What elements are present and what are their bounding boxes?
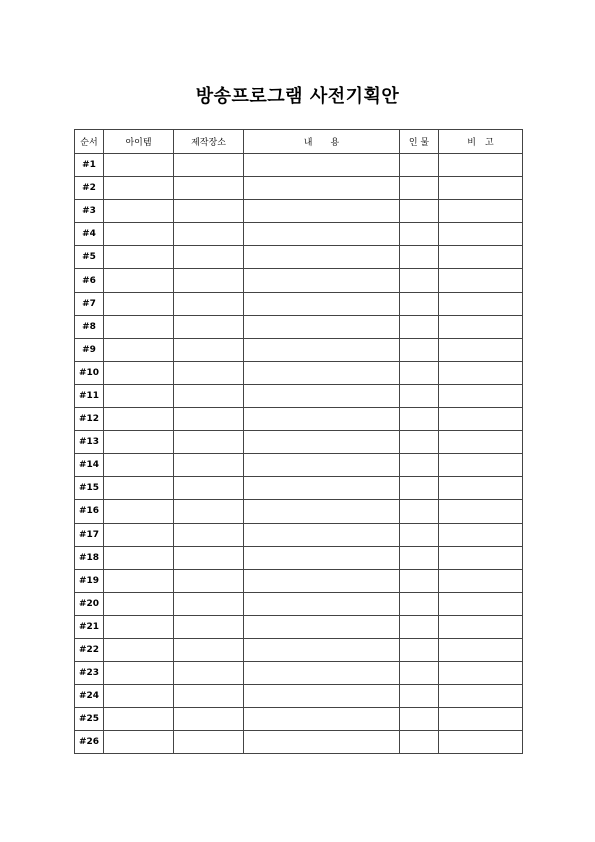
person-cell[interactable] (400, 177, 439, 200)
person-cell[interactable] (400, 269, 439, 292)
table-row (75, 384, 523, 407)
content-cell[interactable] (244, 292, 400, 315)
item-cell[interactable] (104, 523, 174, 546)
order-cell: #3 (75, 200, 104, 223)
location-cell[interactable] (174, 592, 244, 615)
item-cell[interactable] (104, 662, 174, 685)
page-title: 방송프로그램 사전기획안 (195, 86, 400, 107)
location-cell[interactable] (174, 685, 244, 708)
note-cell[interactable] (439, 384, 523, 407)
person-cell[interactable] (400, 708, 439, 731)
order-cell: #19 (75, 569, 104, 592)
order-cell: #4 (75, 223, 104, 246)
order-cell: #13 (75, 431, 104, 454)
person-cell[interactable] (400, 408, 439, 431)
note-cell[interactable] (439, 708, 523, 731)
person-cell[interactable] (400, 200, 439, 223)
person-cell[interactable] (400, 384, 439, 407)
item-cell[interactable] (104, 338, 174, 361)
order-cell: #24 (75, 685, 104, 708)
content-cell[interactable] (244, 269, 400, 292)
order-cell: #17 (75, 523, 104, 546)
content-cell[interactable] (244, 731, 400, 754)
content-cell[interactable] (244, 431, 400, 454)
person-cell[interactable] (400, 338, 439, 361)
table-row (75, 592, 523, 615)
location-cell[interactable] (174, 292, 244, 315)
table-row (75, 408, 523, 431)
note-cell[interactable] (439, 615, 523, 638)
content-cell[interactable] (244, 477, 400, 500)
note-cell[interactable] (439, 315, 523, 338)
note-cell[interactable] (439, 685, 523, 708)
note-cell[interactable] (439, 592, 523, 615)
note-cell[interactable] (439, 154, 523, 177)
content-cell[interactable] (244, 638, 400, 661)
item-cell[interactable] (104, 569, 174, 592)
order-cell: #18 (75, 546, 104, 569)
note-cell[interactable] (439, 269, 523, 292)
item-cell[interactable] (104, 477, 174, 500)
content-cell[interactable] (244, 315, 400, 338)
content-cell[interactable] (244, 454, 400, 477)
content-cell[interactable] (244, 246, 400, 269)
note-cell[interactable] (439, 408, 523, 431)
item-cell[interactable] (104, 500, 174, 523)
table-row (75, 269, 523, 292)
note-cell[interactable] (439, 454, 523, 477)
location-cell[interactable] (174, 431, 244, 454)
note-cell[interactable] (439, 223, 523, 246)
table-row (75, 662, 523, 685)
person-cell[interactable] (400, 569, 439, 592)
order-cell: #12 (75, 408, 104, 431)
item-cell[interactable] (104, 200, 174, 223)
item-cell[interactable] (104, 685, 174, 708)
content-cell[interactable] (244, 384, 400, 407)
person-cell[interactable] (400, 638, 439, 661)
person-cell[interactable] (400, 154, 439, 177)
table-row (75, 708, 523, 731)
note-cell[interactable] (439, 662, 523, 685)
location-cell[interactable] (174, 477, 244, 500)
table-row (75, 638, 523, 661)
location-cell[interactable] (174, 546, 244, 569)
note-cell[interactable] (439, 431, 523, 454)
item-cell[interactable] (104, 315, 174, 338)
location-cell[interactable] (174, 569, 244, 592)
person-cell[interactable] (400, 361, 439, 384)
table-row (75, 477, 523, 500)
note-cell[interactable] (439, 523, 523, 546)
content-cell[interactable] (244, 408, 400, 431)
person-cell[interactable] (400, 223, 439, 246)
order-cell: #1 (75, 154, 104, 177)
location-cell[interactable] (174, 200, 244, 223)
location-cell[interactable] (174, 708, 244, 731)
location-cell[interactable] (174, 523, 244, 546)
note-cell[interactable] (439, 200, 523, 223)
table-row (75, 338, 523, 361)
table-row (75, 731, 523, 754)
item-cell[interactable] (104, 638, 174, 661)
content-cell[interactable] (244, 223, 400, 246)
table-row (75, 292, 523, 315)
location-cell[interactable] (174, 500, 244, 523)
note-cell[interactable] (439, 361, 523, 384)
person-cell[interactable] (400, 500, 439, 523)
order-cell: #2 (75, 177, 104, 200)
program-plan-table (74, 129, 523, 754)
note-cell[interactable] (439, 292, 523, 315)
header-row (75, 130, 523, 154)
content-cell[interactable] (244, 361, 400, 384)
header-person: 인 물 (400, 130, 439, 154)
location-cell[interactable] (174, 662, 244, 685)
order-cell: #10 (75, 361, 104, 384)
order-cell: #9 (75, 338, 104, 361)
location-cell[interactable] (174, 731, 244, 754)
order-cell: #25 (75, 708, 104, 731)
order-cell: #26 (75, 731, 104, 754)
note-cell[interactable] (439, 477, 523, 500)
person-cell[interactable] (400, 546, 439, 569)
order-cell: #23 (75, 662, 104, 685)
item-cell[interactable] (104, 246, 174, 269)
item-cell[interactable] (104, 292, 174, 315)
table-row (75, 431, 523, 454)
content-cell[interactable] (244, 200, 400, 223)
table-row (75, 177, 523, 200)
person-cell[interactable] (400, 477, 439, 500)
person-cell[interactable] (400, 523, 439, 546)
person-cell[interactable] (400, 592, 439, 615)
note-cell[interactable] (439, 177, 523, 200)
order-cell: #6 (75, 269, 104, 292)
location-cell[interactable] (174, 269, 244, 292)
note-cell[interactable] (439, 338, 523, 361)
table-row (75, 454, 523, 477)
note-cell[interactable] (439, 500, 523, 523)
item-cell[interactable] (104, 361, 174, 384)
location-cell[interactable] (174, 384, 244, 407)
item-cell[interactable] (104, 384, 174, 407)
table-row (75, 223, 523, 246)
content-cell[interactable] (244, 523, 400, 546)
content-cell[interactable] (244, 154, 400, 177)
order-cell: #15 (75, 477, 104, 500)
table-row (75, 246, 523, 269)
order-cell: #7 (75, 292, 104, 315)
header-note: 비 고 (439, 130, 523, 154)
table-row (75, 523, 523, 546)
location-cell[interactable] (174, 223, 244, 246)
item-cell[interactable] (104, 546, 174, 569)
person-cell[interactable] (400, 615, 439, 638)
location-cell[interactable] (174, 315, 244, 338)
order-cell: #21 (75, 615, 104, 638)
location-cell[interactable] (174, 246, 244, 269)
order-cell: #14 (75, 454, 104, 477)
person-cell[interactable] (400, 246, 439, 269)
content-cell[interactable] (244, 569, 400, 592)
person-cell[interactable] (400, 292, 439, 315)
table-row (75, 315, 523, 338)
content-cell[interactable] (244, 338, 400, 361)
content-cell[interactable] (244, 708, 400, 731)
person-cell[interactable] (400, 315, 439, 338)
order-cell: #20 (75, 592, 104, 615)
content-cell[interactable] (244, 500, 400, 523)
order-cell: #5 (75, 246, 104, 269)
item-cell[interactable] (104, 615, 174, 638)
header-content: 내 용 (244, 130, 400, 154)
order-cell: #16 (75, 500, 104, 523)
table-row (75, 546, 523, 569)
content-cell[interactable] (244, 615, 400, 638)
table-row (75, 361, 523, 384)
order-cell: #8 (75, 315, 104, 338)
content-cell[interactable] (244, 546, 400, 569)
item-cell[interactable] (104, 731, 174, 754)
location-cell[interactable] (174, 361, 244, 384)
table-row (75, 154, 523, 177)
note-cell[interactable] (439, 731, 523, 754)
content-cell[interactable] (244, 177, 400, 200)
item-cell[interactable] (104, 454, 174, 477)
location-cell[interactable] (174, 454, 244, 477)
table-row (75, 615, 523, 638)
person-cell[interactable] (400, 685, 439, 708)
item-cell[interactable] (104, 592, 174, 615)
item-cell[interactable] (104, 154, 174, 177)
table-row (75, 685, 523, 708)
header-item: 아이템 (104, 130, 174, 154)
table-row (75, 569, 523, 592)
location-cell[interactable] (174, 615, 244, 638)
location-cell[interactable] (174, 408, 244, 431)
item-cell[interactable] (104, 708, 174, 731)
item-cell[interactable] (104, 177, 174, 200)
item-cell[interactable] (104, 408, 174, 431)
person-cell[interactable] (400, 731, 439, 754)
order-cell: #22 (75, 638, 104, 661)
header-order: 순서 (75, 130, 104, 154)
location-cell[interactable] (174, 154, 244, 177)
location-cell[interactable] (174, 338, 244, 361)
note-cell[interactable] (439, 569, 523, 592)
person-cell[interactable] (400, 431, 439, 454)
note-cell[interactable] (439, 546, 523, 569)
item-cell[interactable] (104, 223, 174, 246)
order-cell: #11 (75, 384, 104, 407)
person-cell[interactable] (400, 662, 439, 685)
table-row (75, 500, 523, 523)
content-cell[interactable] (244, 685, 400, 708)
item-cell[interactable] (104, 269, 174, 292)
item-cell[interactable] (104, 431, 174, 454)
note-cell[interactable] (439, 638, 523, 661)
content-cell[interactable] (244, 592, 400, 615)
location-cell[interactable] (174, 638, 244, 661)
location-cell[interactable] (174, 177, 244, 200)
table-row (75, 200, 523, 223)
person-cell[interactable] (400, 454, 439, 477)
header-location: 제작장소 (174, 130, 244, 154)
content-cell[interactable] (244, 662, 400, 685)
note-cell[interactable] (439, 246, 523, 269)
